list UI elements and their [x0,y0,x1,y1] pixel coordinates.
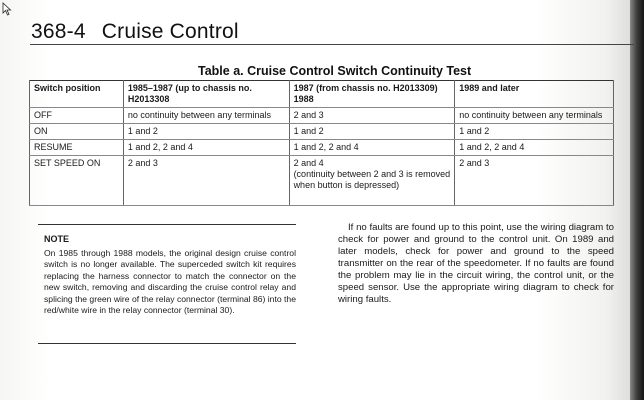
table-cell: 2 and 3 [123,156,289,206]
switch-position-cell: SET SPEED ON [30,156,124,206]
table-cell: 1 and 2, 2 and 4 [289,140,455,156]
table-cell: 1 and 2 [289,124,455,140]
note-bottom-rule [38,343,296,344]
note-label: NOTE [44,234,70,244]
header-rule [30,44,634,45]
note-top-rule [38,224,296,225]
column-header: 1989 and later [455,81,614,108]
table-row [30,124,614,140]
column-header: 1987 (from chassis no. H2013309) 1988 [289,81,455,108]
note-box [44,234,296,317]
book-spine-shadow [630,0,644,400]
table-header-row [30,81,614,108]
table-cell: 1 and 2 [455,124,614,140]
switch-position-cell: ON [30,124,124,140]
table-title: Table a. Cruise Control Switch Continuity Test [198,64,472,78]
section-title: Cruise Control [101,20,239,43]
cell-footnote: (continuity between 2 and 3 is removed when button is depressed) [293,169,451,190]
table-cell: 2 and 3 [455,156,614,206]
table-cell: no continuity between any terminals [123,108,289,124]
table-cell: 1 and 2, 2 and 4 [123,140,289,156]
switch-position-cell: RESUME [30,140,124,156]
body-text [338,222,614,306]
column-header: 1985–1987 (up to chassis no. H2013308 [123,81,289,108]
table-row [30,140,614,156]
switch-position-cell: OFF [30,108,124,124]
note-text: On 1985 through 1988 models, the original design cruise control switch is no longer available. The superceded switch kit requires replacing the harness connector to match the connector on the new switch, removing and discarding the cruise control relay and splicing the green wire of the relay connector (terminal 86) into the red/white wire in the relay connector (terminal 30). [44,247,296,315]
table-row [30,156,614,206]
mouse-pointer-icon [2,2,12,16]
table-cell: 1 and 2, 2 and 4 [455,140,614,156]
table-cell [289,156,455,206]
table-cell: 1 and 2 [123,124,289,140]
continuity-test-table [29,80,614,206]
table-cell: 2 and 3 [289,108,455,124]
body-paragraph: If no faults are found up to this point, use the wiring diagram to check for power and ground to the control unit. On 1989 and later models, check for power and ground to the speed transmitter on the rear of the speedometer. If no faults are found the problem may lie in the circuit wiring, the control unit, or the speed sensor. Use the appropriate wiring diagram to check for wiring faults. [338,222,614,305]
column-header: Switch position [30,81,124,108]
table-row [30,108,614,124]
table-cell: no continuity between any terminals [455,108,614,124]
page-number: 368-4 [31,20,86,43]
cell-value: 2 and 4 [293,158,324,168]
page-header [31,20,239,44]
